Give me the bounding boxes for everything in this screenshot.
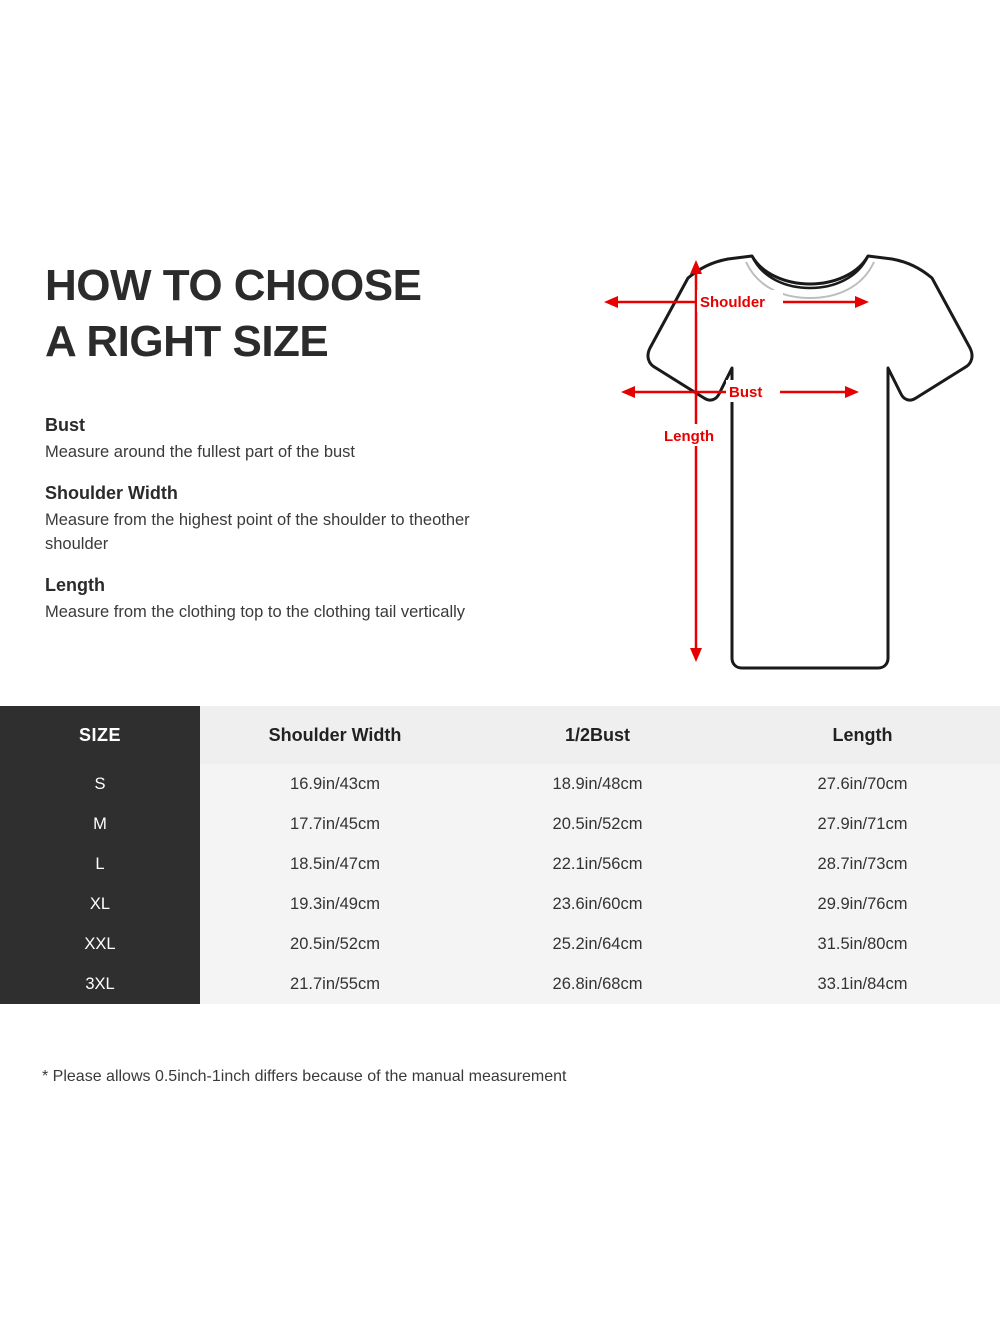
cell-half-bust: 26.8in/68cm [470,964,725,1004]
column-header-size: SIZE [0,706,200,764]
cell-length: 33.1in/84cm [725,964,1000,1004]
table-header-row [0,706,1000,764]
cell-size: XXL [0,924,200,964]
tshirt-diagram [500,240,980,700]
table-row [0,964,1000,1004]
definition-term: Bust [45,415,85,435]
cell-shoulder-width: 20.5in/52cm [200,924,470,964]
definition-shoulder-width [45,483,505,557]
definition-description: Measure around the fullest part of the bust [45,443,356,461]
cell-size: L [0,844,200,884]
bust-arrow-head-left [621,386,635,398]
page-title-line2: A RIGHT SIZE [45,317,329,367]
size-table-body [0,764,1000,1004]
table-row [0,804,1000,844]
size-table [0,706,1000,1004]
definition-description: Measure from the clothing top to the clothing tail vertically [45,602,466,621]
cell-half-bust: 25.2in/64cm [470,924,725,964]
length-label: Length [664,428,714,445]
bust-label: Bust [729,384,763,401]
cell-shoulder-width: 18.5in/47cm [200,844,470,884]
cell-half-bust: 20.5in/52cm [470,804,725,844]
cell-shoulder-width: 16.9in/43cm [200,764,470,804]
cell-size: M [0,804,200,844]
cell-size: XL [0,884,200,924]
size-table-section [0,706,1000,1004]
definition-term: Length [45,574,105,595]
column-header-length: Length [725,706,1000,764]
cell-size: S [0,764,200,804]
cell-half-bust: 23.6in/60cm [470,884,725,924]
cell-shoulder-width: 21.7in/55cm [200,964,470,1004]
tshirt-illustration [500,240,980,700]
cell-half-bust: 22.1in/56cm [470,844,725,884]
cell-size: 3XL [0,964,200,1004]
column-header-shoulder-width: Shoulder Width [200,706,470,764]
cell-shoulder-width: 19.3in/49cm [200,884,470,924]
length-arrow-head-bottom [690,648,702,662]
shoulder-arrow-head-left [604,296,618,308]
table-row [0,844,1000,884]
cell-length: 27.9in/71cm [725,804,1000,844]
definition-term: Shoulder Width [45,482,178,503]
table-row [0,924,1000,964]
footnote: * Please allows 0.5inch-1inch differs because of the manual measurement [42,1068,567,1085]
definition-bust [45,415,505,465]
column-header-half-bust: 1/2Bust [470,706,725,764]
table-row [0,884,1000,924]
cell-shoulder-width: 17.7in/45cm [200,804,470,844]
cell-length: 28.7in/73cm [725,844,1000,884]
page-title [45,258,515,371]
cell-length: 31.5in/80cm [725,924,1000,964]
definition-length [45,575,505,625]
cell-length: 27.6in/70cm [725,764,1000,804]
definition-list [45,415,505,643]
size-table-head [0,706,1000,764]
cell-length: 29.9in/76cm [725,884,1000,924]
cell-half-bust: 18.9in/48cm [470,764,725,804]
definition-description: Measure from the highest point of the shoulder to theother shoulder [45,510,470,553]
length-arrow-head-top [690,260,702,274]
shoulder-label: Shoulder [700,294,766,311]
page-title-line1: HOW TO CHOOSE [45,261,422,310]
table-row [0,764,1000,804]
